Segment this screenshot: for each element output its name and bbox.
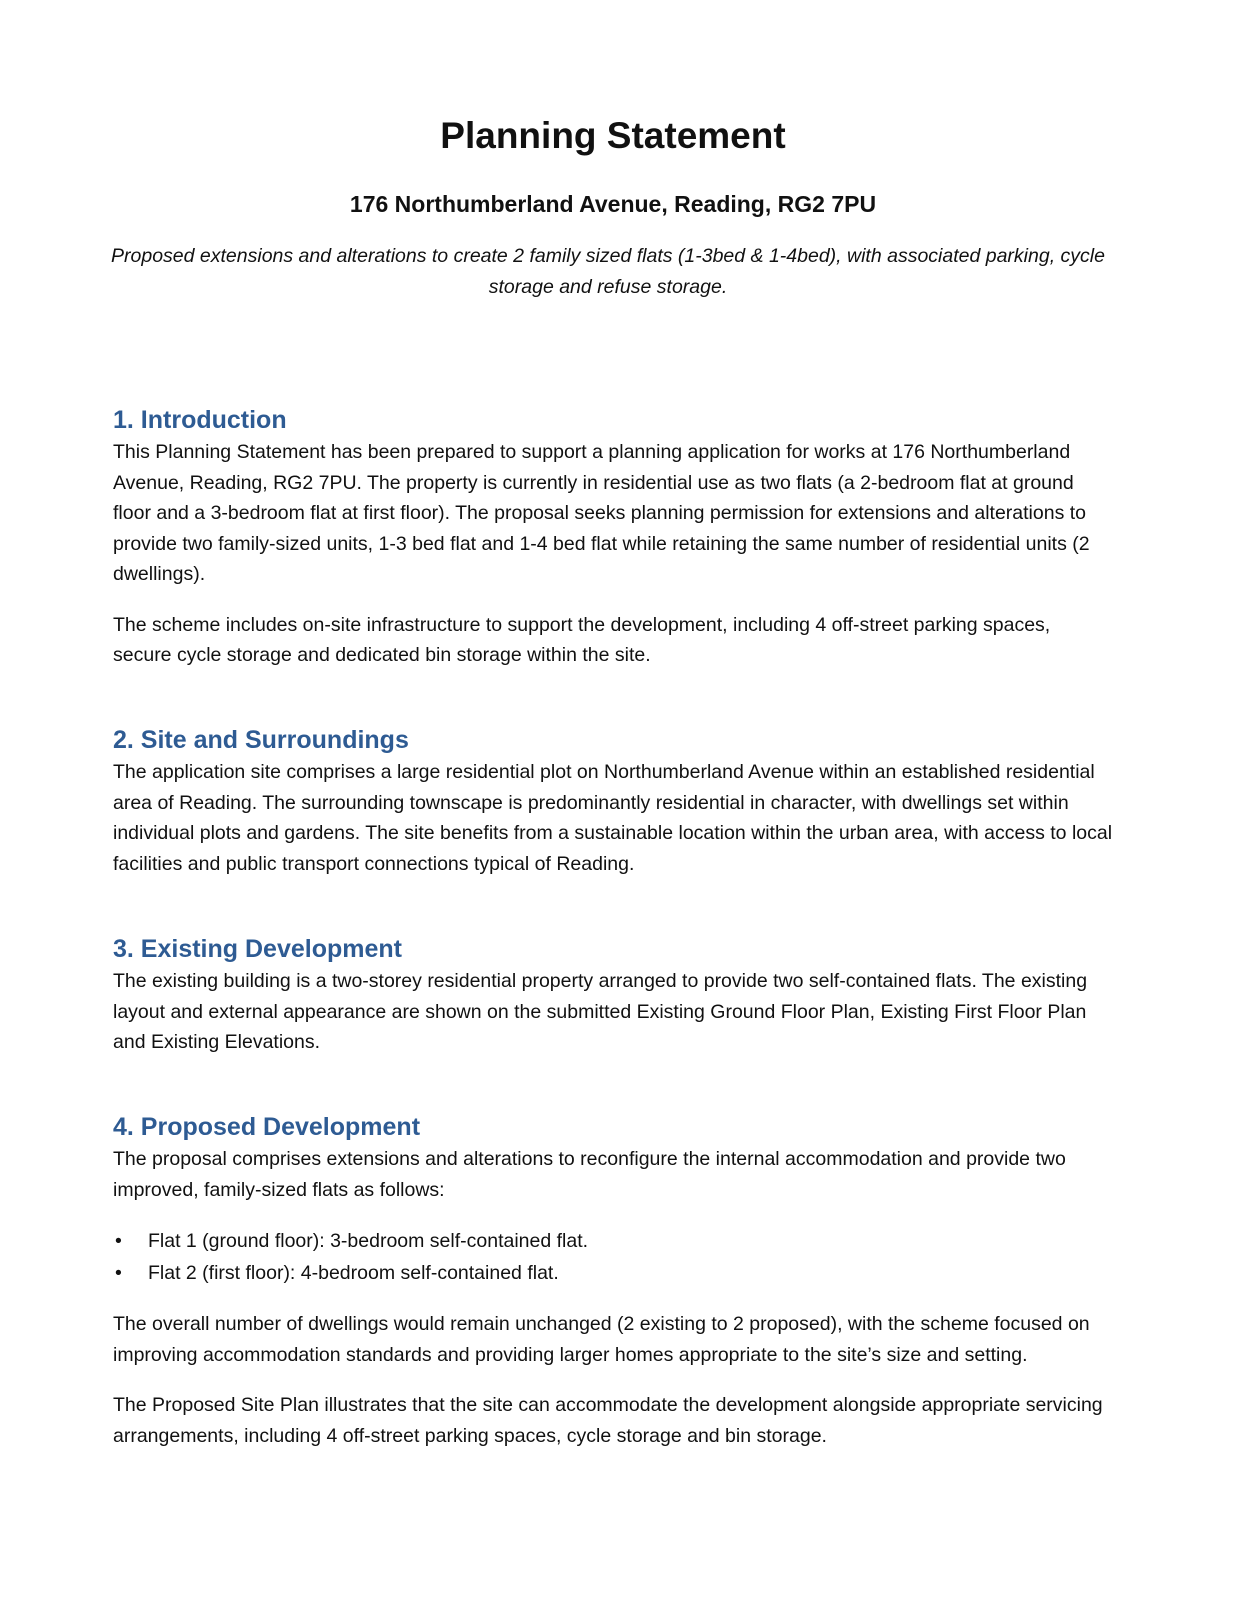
section-site-surroundings <box>113 723 1113 879</box>
list-item <box>113 1257 1113 1289</box>
section-paragraph: The overall number of dwellings would remain unchanged (2 existing to 2 proposed), with the scheme focused on improving accommodation standards and providing larger homes appropriate to the site’s size and setting. <box>113 1313 1090 1366</box>
section-paragraph: The Proposed Site Plan illustrates that the site can accommodate the development alongside appropriate servicing arrangements, including 4 off-street parking spaces, cycle storage and bin storage. <box>113 1394 1103 1447</box>
section-paragraph: The scheme includes on-site infrastructure to support the development, including 4 off-street parking spaces, secure cycle storage and dedicated bin storage within the site. <box>113 613 1051 666</box>
list-item <box>113 1225 1113 1257</box>
list-item-text: Flat 1 (ground floor): 3-bedroom self-contained flat. <box>148 1230 589 1252</box>
section-heading: 3. Existing Development <box>113 935 402 963</box>
section-heading: 4. Proposed Development <box>113 1113 421 1141</box>
section-paragraph: This Planning Statement has been prepared to support a planning application for works at 176 Northumberland Avenue, Reading, RG2 7PU. The property is currently in residential use as two flats (a 2-bedroom flat at ground floor and a 3-bedroom flat at first floor). The proposal seeks planning permission for extensions and alterations to provide two family-sized units, 1-3 bed flat and 1-4 bed flat while retaining the same number of residential units (2 dwellings). <box>113 441 1090 585</box>
section-heading: 2. Site and Surroundings <box>113 726 409 754</box>
section-paragraph: The existing building is a two-storey residential property arranged to provide two self-contained flats. The existing layout and external appearance are shown on the submitted Existing Ground Floor Plan, Existing First Floor Plan and Existing Elevations. <box>113 970 1088 1053</box>
section-paragraph: The proposal comprises extensions and alterations to reconfigure the internal accommodation and provide two improved, family-sized flats as follows: <box>113 1148 1066 1201</box>
section-introduction <box>113 403 1113 671</box>
site-address: 176 Northumberland Avenue, Reading, RG2 7PU <box>349 191 877 217</box>
proposal-description: Proposed extensions and alterations to create 2 family sized flats (1-3bed & 1-4bed), with associated parking, cycle storage and refuse storage. <box>111 245 1105 298</box>
section-paragraph: The application site comprises a large residential plot on Northumberland Avenue within an established residential area of Reading. The surrounding townscape is predominantly residential in character, with dwellings set within individual plots and gardens. The site benefits from a sustainable location within the urban area, with access to local facilities and public transport connections typical of Reading. <box>113 761 1113 875</box>
bullet-icon: • <box>115 1230 122 1252</box>
bullet-icon: • <box>115 1262 122 1284</box>
list-item-text: Flat 2 (first floor): 4-bedroom self-contained flat. <box>148 1262 559 1284</box>
flat-list <box>113 1225 1113 1289</box>
section-proposed-development <box>113 1110 1113 1451</box>
document-title: Planning Statement <box>440 115 786 156</box>
section-heading: 1. Introduction <box>113 406 287 434</box>
section-existing-development <box>113 932 1113 1058</box>
